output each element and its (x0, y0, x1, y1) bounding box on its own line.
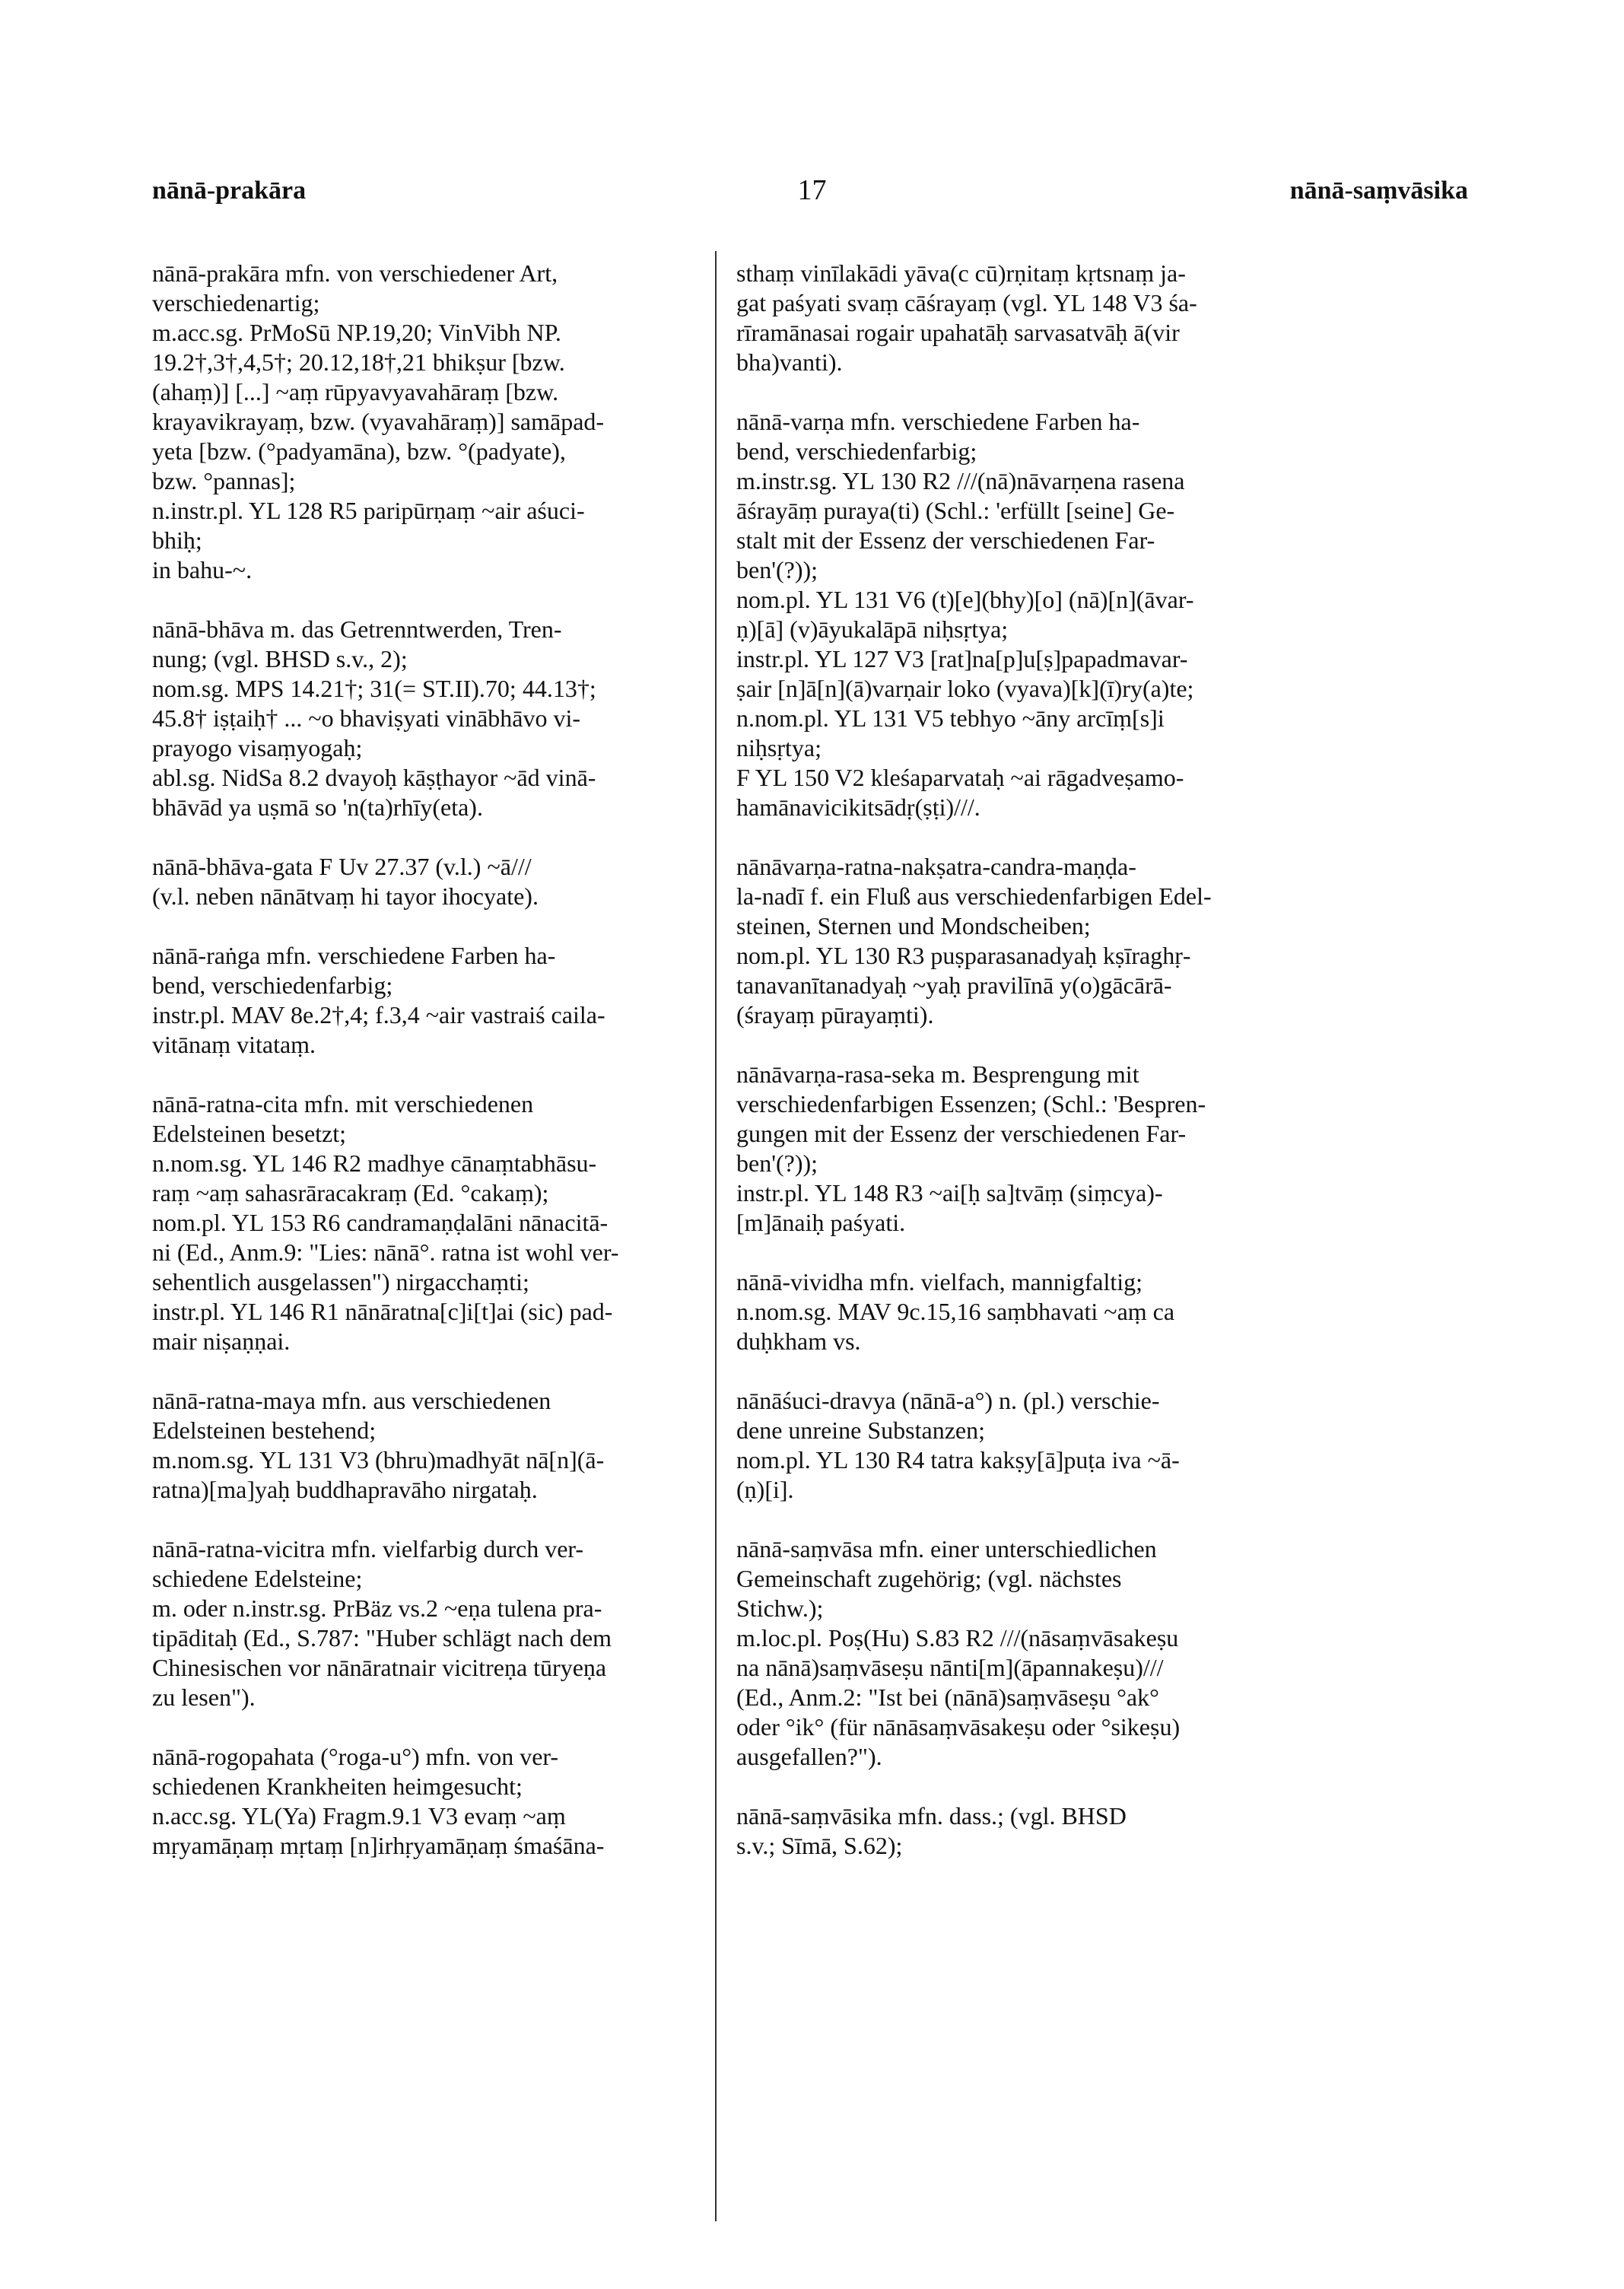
entry-headline: nānā-ratna-vicitra mfn. vielfarbig durch ver- (152, 1535, 584, 1563)
entry-line: (Ed., Anm.2: "Ist bei (nānā)saṃvāseṣu °ak° (736, 1683, 1159, 1711)
entry-line: n.acc.sg. YL(Ya) Fragm.9.1 V3 evaṃ ~aṃ (152, 1802, 566, 1830)
dictionary-entry (736, 1386, 1314, 1505)
dictionary-entry (736, 259, 1314, 377)
entry-headline: nānā-saṃvāsika mfn. dass.; (vgl. BHSD (736, 1802, 1127, 1830)
entry-line: sehentlich ausgelassen") nirgacchaṃti; (152, 1268, 529, 1296)
entry-headline: nānā-saṃvāsa mfn. einer unterschiedlichen (736, 1535, 1157, 1563)
dictionary-entry (152, 1386, 700, 1505)
entry-line: prayogo visaṃyogaḥ; (152, 734, 363, 761)
dictionary-entry (736, 852, 1314, 1030)
entry-line: vitānaṃ vitataṃ. (152, 1031, 316, 1058)
entry-line: zu lesen"). (152, 1683, 256, 1711)
entry-line: rīramānasai rogair upahatāḥ sarvasatvāḥ ā(vir (736, 319, 1180, 346)
running-head-right: nānā-saṃvāsika (1289, 176, 1468, 205)
entry-line: raṃ ~aṃ sahasrāracakraṃ (Ed. °cakaṃ); (152, 1179, 549, 1206)
entry-line: ṇ)[ā] (v)āyukalāpā niḥsṛtya; (736, 615, 1009, 643)
entry-line: n.nom.pl. YL 131 V5 tebhyo ~āny arcīṃ[s]i (736, 704, 1165, 732)
dictionary-entry (152, 1089, 700, 1356)
entry-headline: nānāśuci-dravya (nānā-a°) n. (pl.) verschie- (736, 1387, 1160, 1414)
entry-line: Stichw.); (736, 1594, 824, 1622)
entry-line: instr.pl. YL 148 R3 ~ai[ḥ sa]tvāṃ (siṃcya)- (736, 1179, 1163, 1206)
entry-line: n.nom.sg. YL 146 R2 madhye cānaṃtabhāsu- (152, 1149, 597, 1177)
entry-line: tipāditaḥ (Ed., S.787: "Huber schlägt nach dem (152, 1624, 612, 1652)
entry-headline: nānā-ratna-maya mfn. aus verschiedenen (152, 1387, 551, 1414)
entry-line: krayavikrayaṃ, bzw. (vyavahāraṃ)] samāpad- (152, 408, 605, 435)
entry-line: nom.pl. YL 153 R6 candramaṇḍalāni nānacitā- (152, 1209, 609, 1236)
entry-line: s.v.; Sīmā, S.62); (736, 1832, 903, 1859)
entry-line: instr.pl. MAV 8e.2†,4; f.3,4 ~air vastraiś caila- (152, 1001, 605, 1028)
entry-line: bha)vanti). (736, 348, 843, 376)
entry-headline: sthaṃ vinīlakādi yāva(c cū)rṇitaṃ kṛtsnaṃ ja- (736, 259, 1186, 287)
dictionary-entry (736, 1534, 1314, 1772)
entry-line: bend, verschiedenfarbig; (736, 437, 977, 465)
entry-headline: nānā-bhāva-gata F Uv 27.37 (v.l.) ~ā/// (152, 853, 532, 880)
column-divider (715, 251, 717, 2221)
dictionary-entry (152, 615, 700, 822)
entry-line: hamānavicikitsādṛ(ṣṭi)///. (736, 793, 980, 821)
entry-line: mair niṣaṇṇai. (152, 1327, 291, 1355)
entry-headline: nānā-ratna-cita mfn. mit verschiedenen (152, 1090, 534, 1117)
entry-line: schiedene Edelsteine; (152, 1565, 363, 1592)
left-column (152, 259, 700, 1890)
entry-line: tanavanītanadyaḥ ~yaḥ pravilīnā y(o)gācārā- (736, 971, 1172, 999)
entry-headline: nānā-varṇa mfn. verschiedene Farben ha- (736, 408, 1140, 435)
entry-headline: nānā-rogopahata (°roga-u°) mfn. von ver- (152, 1743, 559, 1770)
dictionary-entry (152, 941, 700, 1060)
entry-line: [m]ānaiḥ paśyati. (736, 1209, 906, 1236)
entry-line: gungen mit der Essenz der verschiedenen Far- (736, 1120, 1187, 1147)
entry-line: n.instr.pl. YL 128 R5 paripūrṇaṃ ~air aśuci- (152, 497, 585, 524)
entry-headline: nānā-prakāra mfn. von verschiedener Art, (152, 259, 558, 287)
entry-line: steinen, Sternen und Mondscheiben; (736, 912, 1091, 939)
entry-line: instr.pl. YL 127 V3 [rat]na[p]u[ṣ]papadmavar- (736, 645, 1188, 672)
entry-line: (ṇ)[i]. (736, 1476, 794, 1503)
dictionary-entry (736, 1267, 1314, 1356)
dictionary-entry (736, 1801, 1314, 1861)
entry-headline: nānā-bhāva m. das Getrenntwerden, Tren- (152, 615, 562, 643)
entry-line: duḥkham vs. (736, 1327, 861, 1355)
entry-line: schiedenen Krankheiten heimgesucht; (152, 1772, 523, 1800)
entry-headline: nānā-vividha mfn. vielfach, mannigfaltig; (736, 1268, 1143, 1296)
entry-line: bzw. °pannas]; (152, 467, 296, 494)
entry-line: dene unreine Substanzen; (736, 1416, 985, 1444)
entry-line: m.loc.pl. Poṣ(Hu) S.83 R2 ///(nāsaṃvāsakeṣu (736, 1624, 1179, 1652)
entry-line: mṛyamāṇaṃ mṛtaṃ [n]irhṛyamāṇaṃ śmaśāna- (152, 1832, 605, 1859)
entry-line: ni (Ed., Anm.9: "Lies: nānā°. ratna ist wohl ver- (152, 1238, 619, 1266)
entry-line: nom.pl. YL 131 V6 (t)[e](bhy)[o] (nā)[n](āvar- (736, 586, 1194, 613)
entry-line: nom.pl. YL 130 R4 tatra kakṣy[ā]puṭa iva ~ā- (736, 1446, 1180, 1474)
entry-line: niḥsṛtya; (736, 734, 822, 761)
entry-line: in bahu-~. (152, 556, 253, 583)
entry-line: Gemeinschaft zugehörig; (vgl. nächstes (736, 1565, 1122, 1592)
entry-line: ṣair [n]ā[n](ā)varṇair loko (vyava)[k](ī)ry(a)te; (736, 675, 1194, 702)
entry-line: la-nadī f. ein Fluß aus verschiedenfarbigen Edel- (736, 882, 1212, 910)
dictionary-entry (152, 1534, 700, 1712)
dictionary-entry (736, 1060, 1314, 1238)
entry-line: (ahaṃ)] [...] ~aṃ rūpyavyavahāraṃ [bzw. (152, 378, 559, 405)
entry-line: 19.2†,3†,4,5†; 20.12,18†,21 bhikṣur [bzw. (152, 348, 565, 376)
entry-headline: nānā-raṅga mfn. verschiedene Farben ha- (152, 942, 556, 969)
entry-line: ben'(?)); (736, 556, 818, 583)
entry-line: F YL 150 V2 kleśaparvataḥ ~ai rāgadveṣamo- (736, 764, 1184, 791)
entry-line: m. oder n.instr.sg. PrBäz vs.2 ~eṇa tulena pra- (152, 1594, 602, 1622)
entry-line: nom.sg. MPS 14.21†; 31(= ST.II).70; 44.13†; (152, 675, 596, 702)
entry-line: na nānā)saṃvāseṣu nānti[m](āpannakeṣu)/// (736, 1654, 1164, 1681)
entry-line: abl.sg. NidSa 8.2 dvayoḥ kāṣṭhayor ~ād vinā- (152, 764, 596, 791)
entry-line: n.nom.sg. MAV 9c.15,16 saṃbhavati ~aṃ ca (736, 1298, 1175, 1325)
dictionary-entry (736, 407, 1314, 822)
entry-line: bhāvād ya uṣmā so 'n(ta)rhīy(eta). (152, 793, 483, 821)
entry-line: stalt mit der Essenz der verschiedenen Far- (736, 526, 1155, 554)
entry-line: nung; (vgl. BHSD s.v., 2); (152, 645, 408, 672)
entry-line: bhiḥ; (152, 526, 202, 554)
entry-line: m.acc.sg. PrMoSū NP.19,20; VinVibh NP. (152, 319, 561, 346)
entry-line: Edelsteinen bestehend; (152, 1416, 377, 1444)
entry-line: m.nom.sg. YL 131 V3 (bhru)madhyāt nā[n](ā- (152, 1446, 605, 1474)
entry-line: 45.8† iṣṭaiḥ† ... ~o bhaviṣyati vinābhāvo vi- (152, 704, 581, 732)
entry-line: ben'(?)); (736, 1149, 818, 1177)
entry-line: ratna)[ma]yaḥ buddhapravāho nirgataḥ. (152, 1476, 538, 1503)
entry-line: instr.pl. YL 146 R1 nānāratna[c]i[t]ai (sic) pad- (152, 1298, 613, 1325)
entry-headline: nānāvarṇa-ratna-nakṣatra-candra-maṇḍa- (736, 853, 1136, 880)
entry-line: nom.pl. YL 130 R3 puṣparasanadyaḥ kṣīraghṛ- (736, 942, 1191, 969)
entry-line: (v.l. neben nānātvaṃ hi tayor ihocyate). (152, 882, 539, 910)
entry-line: (śrayaṃ pūrayaṃti). (736, 1001, 934, 1028)
dictionary-entry (152, 259, 700, 585)
right-column (736, 259, 1314, 1890)
entry-line: Chinesischen vor nānāratnair vicitreṇa tūryeṇa (152, 1654, 607, 1681)
entry-line: bend, verschiedenfarbig; (152, 971, 393, 999)
dictionary-entry (152, 852, 700, 911)
page-number: 17 (797, 174, 827, 206)
running-head-left: nānā-prakāra (152, 176, 307, 205)
entry-headline: nānāvarṇa-rasa-seka m. Besprengung mit (736, 1060, 1139, 1088)
entry-line: āśrayāṃ puraya(ti) (Schl.: 'erfüllt [seine] Ge- (736, 497, 1175, 524)
entry-line: oder °ik° (für nānāsaṃvāsakeṣu oder °sikeṣu) (736, 1713, 1181, 1741)
entry-line: gat paśyati svaṃ cāśrayaṃ (vgl. YL 148 V3 śa- (736, 289, 1197, 316)
entry-line: yeta [bzw. (°padyamāna), bzw. °(padyate), (152, 437, 566, 465)
dictionary-entry (152, 1742, 700, 1861)
entry-line: ausgefallen?"). (736, 1743, 882, 1770)
entry-line: Edelsteinen besetzt; (152, 1120, 347, 1147)
entry-line: verschiedenartig; (152, 289, 320, 316)
entry-line: m.instr.sg. YL 130 R2 ///(nā)nāvarṇena rasena (736, 467, 1185, 494)
entry-line: verschiedenfarbigen Essenzen; (Schl.: 'Bespren- (736, 1090, 1206, 1117)
